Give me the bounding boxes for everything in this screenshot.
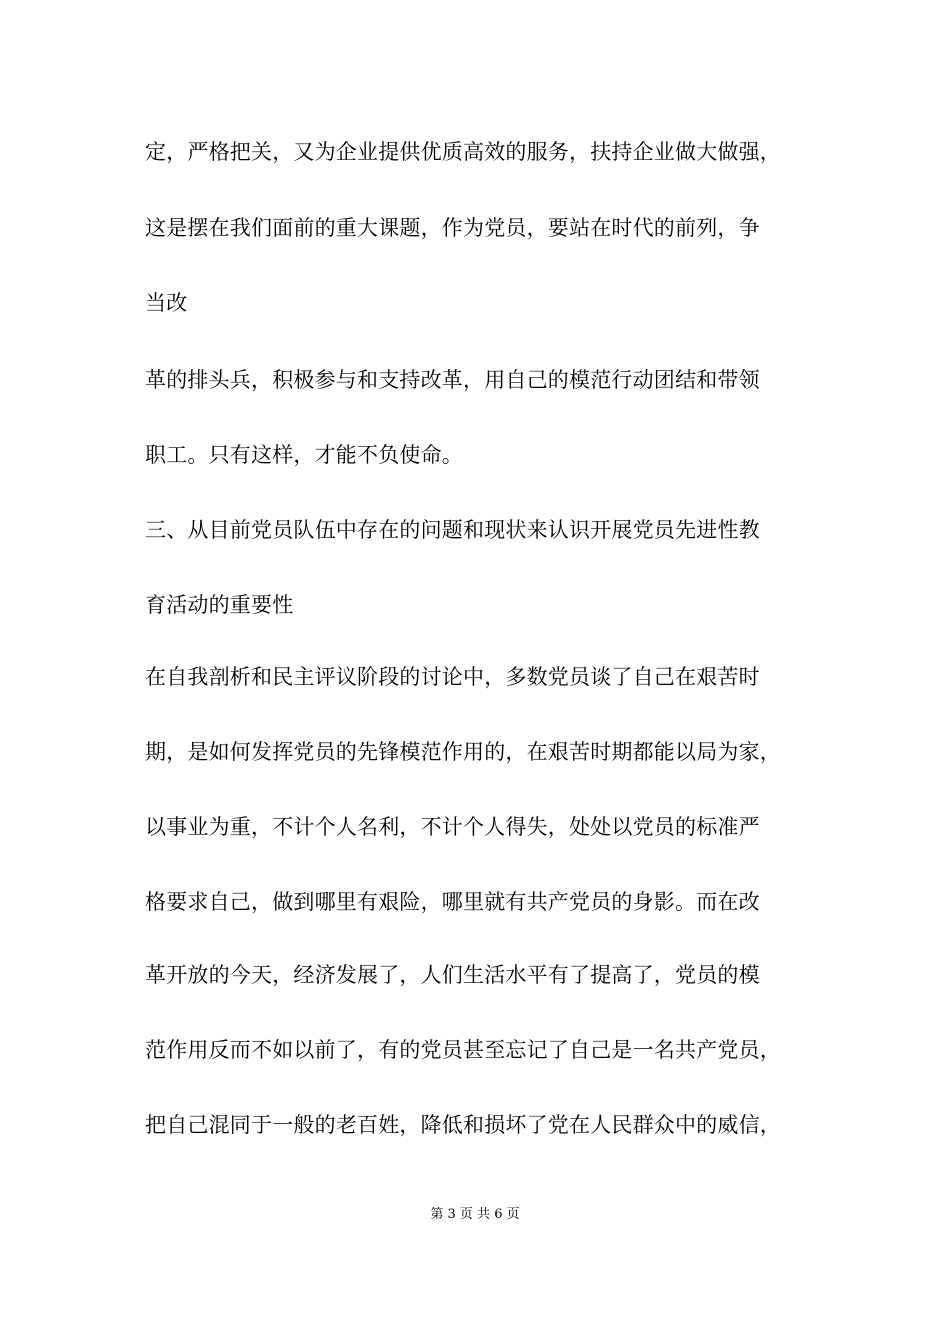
body-line-2: 这是摆在我们面前的重大课题，作为党员，要站在时代的前列，争 xyxy=(145,216,760,240)
body-line-12: 革开放的今天，经济发展了，人们生活水平有了提高了，党员的模 xyxy=(145,963,760,987)
body-line-3: 当改 xyxy=(145,291,188,315)
page-footer xyxy=(0,1206,950,1224)
body-line-5: 职工。只有这样，才能不负使命。 xyxy=(145,443,463,467)
body-line-9: 期，是如何发挥党员的先锋模范作用的，在艰苦时期都能以局为家， xyxy=(145,740,781,764)
body-line-1: 定，严格把关，又为企业提供优质高效的服务，扶持企业做大做强， xyxy=(145,140,781,164)
section-heading-line-2: 育活动的重要性 xyxy=(145,593,294,617)
body-line-11: 格要求自己，做到哪里有艰险，哪里就有共产党员的身影。而在改 xyxy=(145,890,760,914)
page-number: 第 3 页 共 6 页 xyxy=(430,1207,520,1222)
body-line-14: 把自己混同于一般的老百姓，降低和损坏了党在人民群众中的威信， xyxy=(145,1113,781,1137)
body-line-4: 革的排头兵，积极参与和支持改革，用自己的模范行动团结和带领 xyxy=(145,368,760,392)
body-line-10: 以事业为重，不计个人名利，不计个人得失，处处以党员的标准严 xyxy=(145,815,760,839)
section-heading-line-1: 三、从目前党员队伍中存在的问题和现状来认识开展党员先进性教 xyxy=(145,518,760,542)
body-line-8: 在自我剖析和民主评议阶段的讨论中，多数党员谈了自己在艰苦时 xyxy=(145,665,760,689)
body-line-13: 范作用反而不如以前了，有的党员甚至忘记了自己是一名共产党员， xyxy=(145,1038,781,1062)
